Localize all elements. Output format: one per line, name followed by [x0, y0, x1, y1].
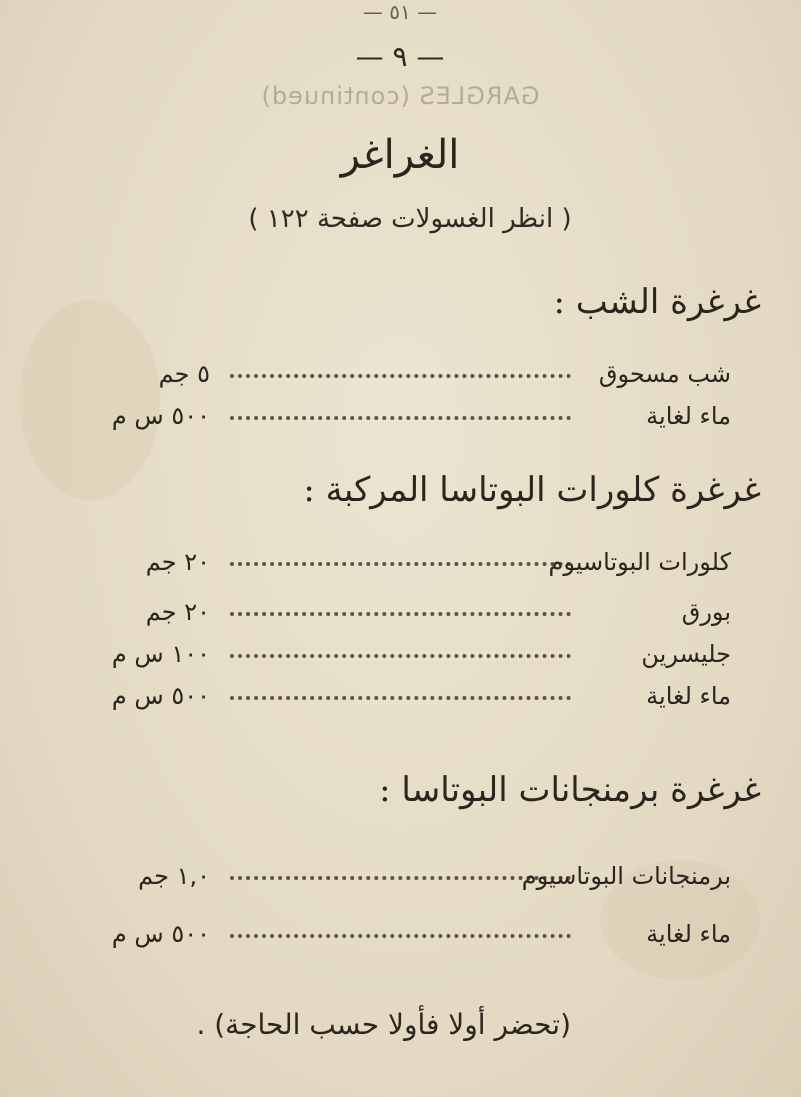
- ingredient-row: [50, 548, 731, 588]
- ingredient-amount: ٥٠٠ س م: [111, 402, 210, 430]
- section-heading: غرغرة الشب :: [553, 282, 761, 322]
- ingredient-row: [50, 640, 731, 680]
- section-heading: غرغرة كلورات البوتاسا المركبة :: [303, 470, 761, 510]
- leader-dots: [230, 612, 571, 616]
- top-mark: — ٥١ —: [362, 0, 438, 24]
- leader-dots: [230, 696, 571, 700]
- ingredient-row: [50, 598, 731, 638]
- ingredient-row: [50, 920, 731, 960]
- leader-dots: [230, 416, 571, 420]
- ingredient-name: كلورات البوتاسيوم: [548, 548, 731, 576]
- ingredient-amount: ٥ جم: [158, 360, 210, 388]
- page-number: — ٩ —: [355, 40, 445, 73]
- ingredient-name: ماء لغاية: [646, 920, 731, 948]
- leader-dots: [230, 934, 571, 938]
- ingredient-name: ماء لغاية: [646, 402, 731, 430]
- ingredient-row: [50, 862, 731, 902]
- ingredient-name: برمنجانات البوتاسيوم: [521, 862, 731, 890]
- preparation-note: (تحضر أولا فأولا حسب الحاجة) .: [196, 1008, 571, 1041]
- leader-dots: [230, 876, 571, 880]
- ingredient-row: [50, 360, 731, 400]
- paper-stain: [20, 300, 160, 500]
- ingredient-row: [50, 402, 731, 442]
- ingredient-name: بورق: [681, 598, 731, 626]
- ingredient-amount: ٢٠ جم: [145, 548, 210, 576]
- ingredient-name: شب مسحوق: [598, 360, 731, 388]
- ingredient-amount: ١٠٠ س م: [111, 640, 210, 668]
- ingredient-name: جليسرين: [641, 640, 731, 668]
- ingredient-amount: ١,٠ جم: [138, 862, 210, 890]
- ingredient-name: ماء لغاية: [646, 682, 731, 710]
- ingredient-amount: ٥٠٠ س م: [111, 920, 210, 948]
- leader-dots: [230, 654, 571, 658]
- ingredient-row: [50, 682, 731, 722]
- section-heading: غرغرة برمنجانات البوتاسا :: [379, 770, 761, 810]
- page-subtitle: ( انظر الغسولات صفحة ١٢٢ ): [248, 204, 572, 234]
- ingredient-amount: ٥٠٠ س م: [111, 682, 210, 710]
- bleed-through-text: GARGLES (continued): [260, 82, 540, 110]
- page-title: الغراغر: [340, 132, 460, 178]
- ingredient-amount: ٢٠ جم: [145, 598, 210, 626]
- leader-dots: [230, 374, 571, 378]
- leader-dots: [230, 562, 571, 566]
